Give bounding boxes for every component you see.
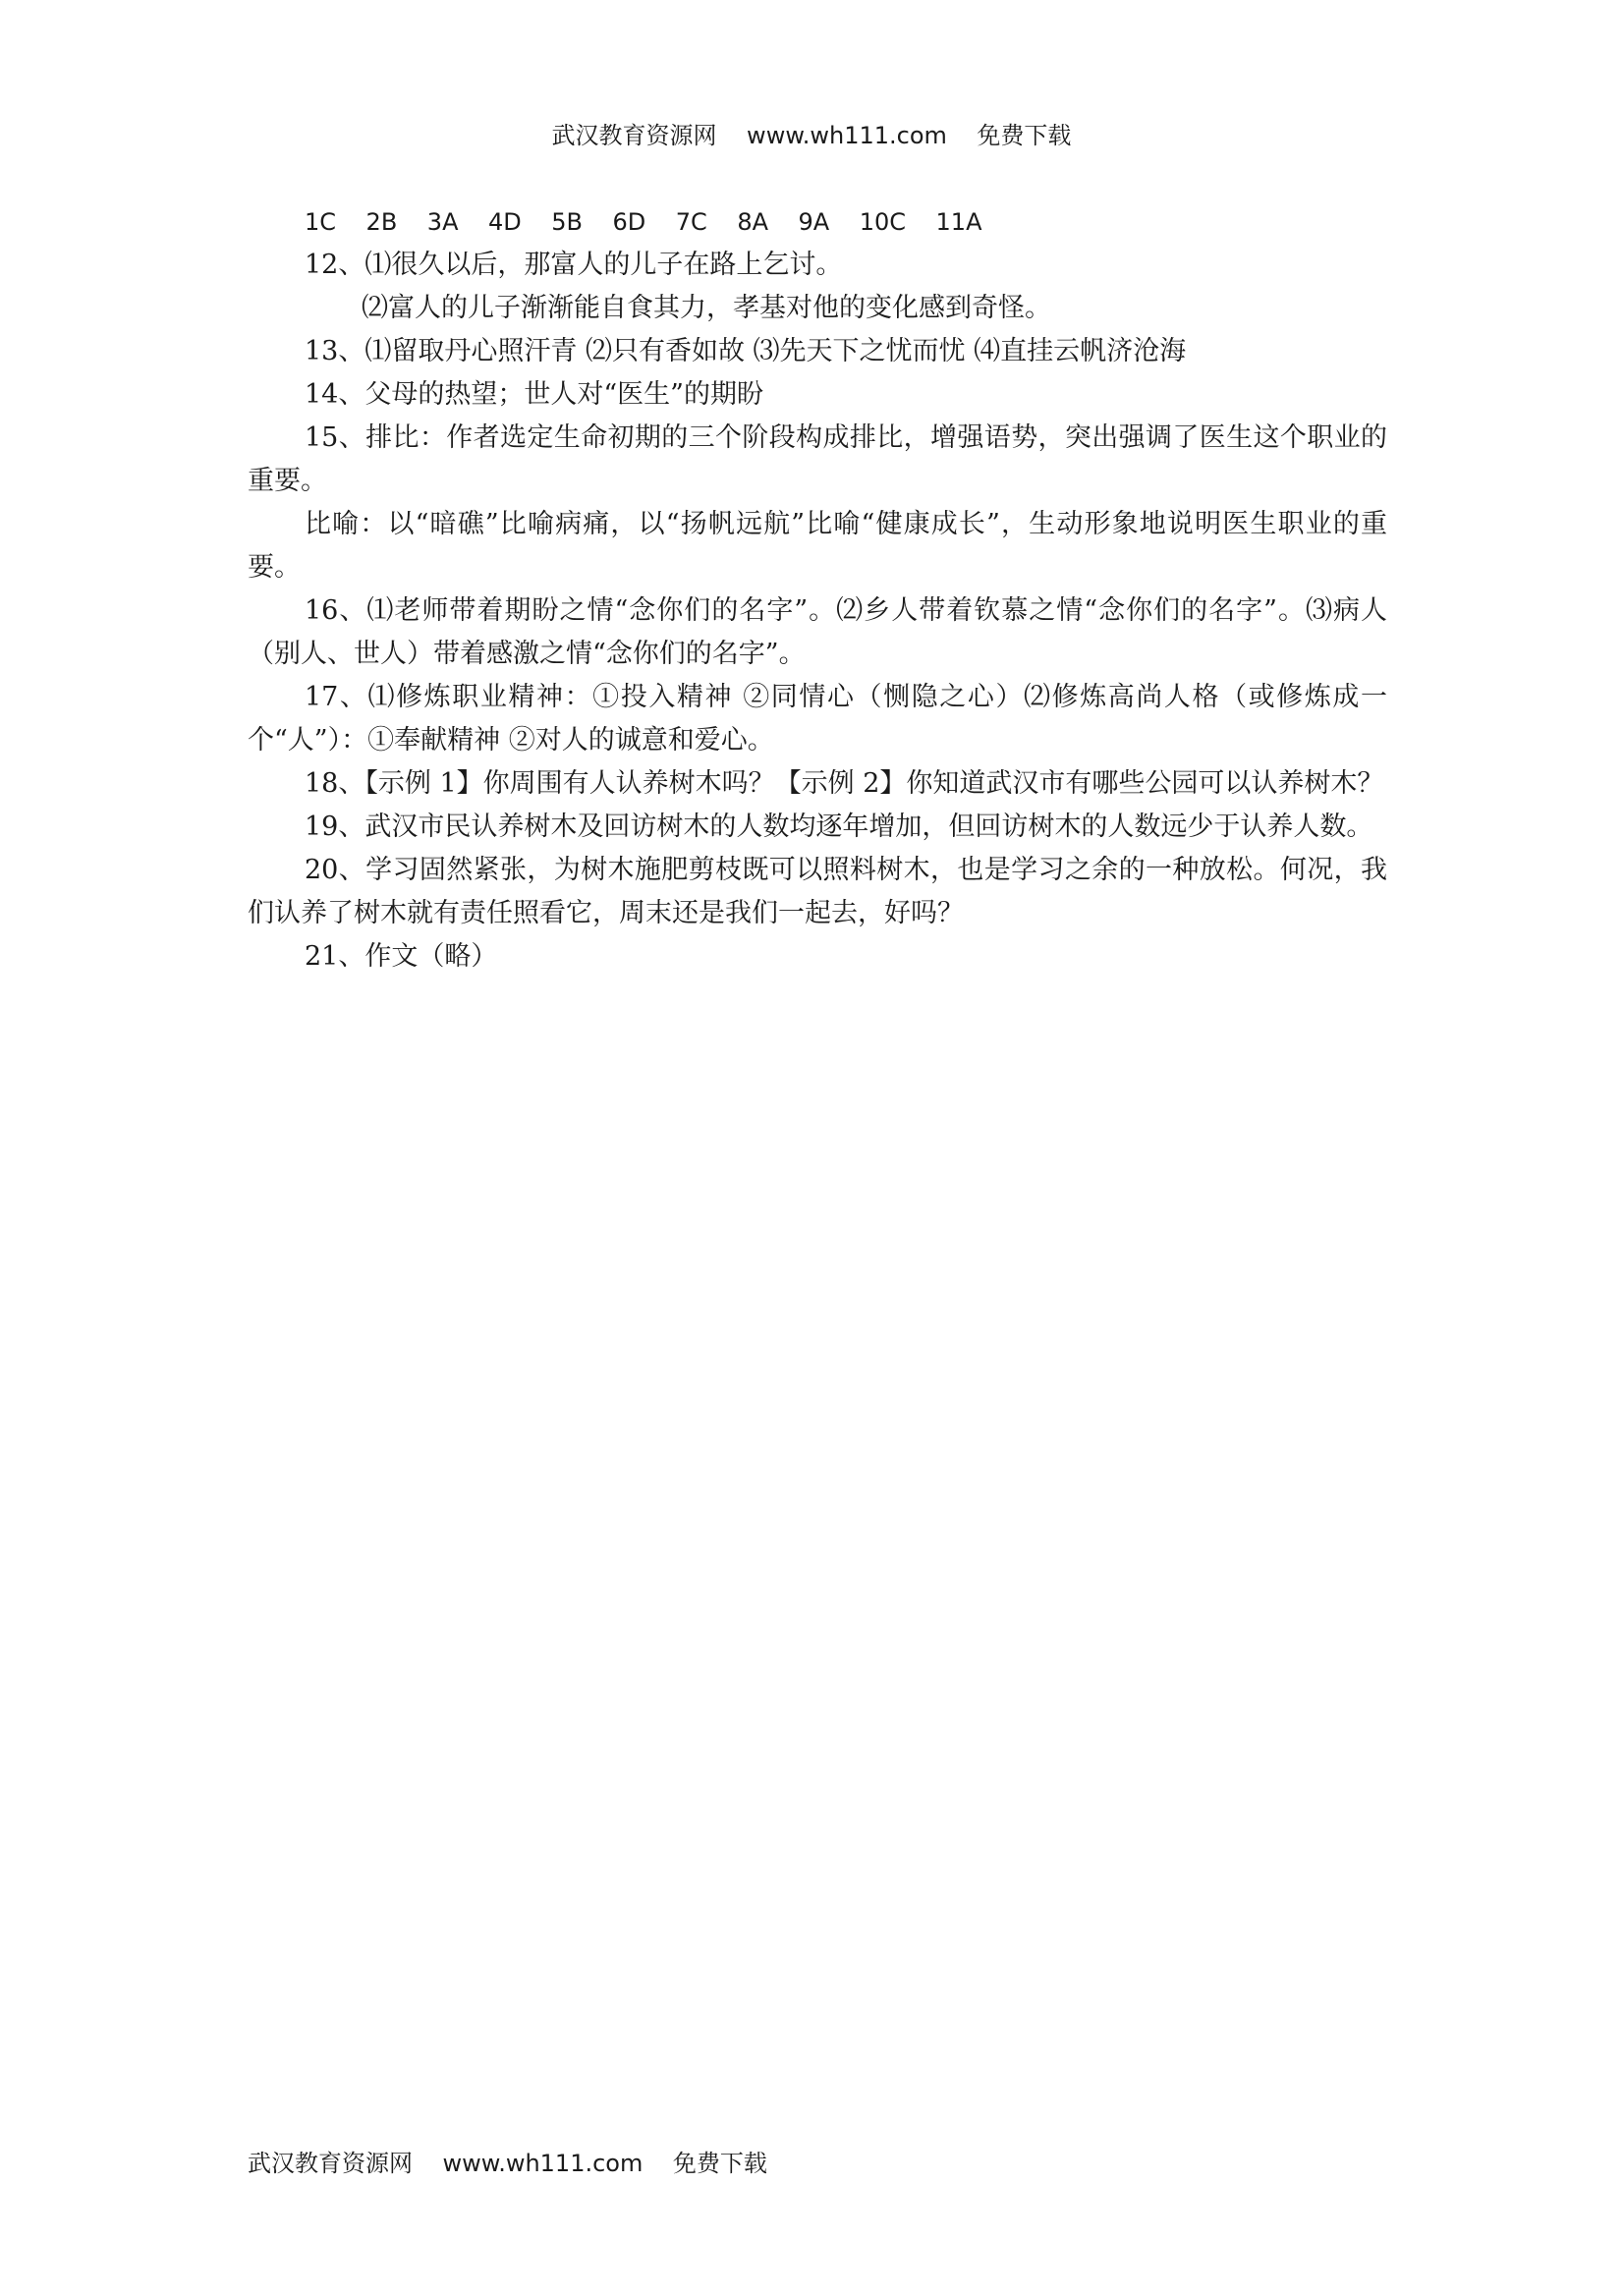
answer-21: 21、作文（略） bbox=[305, 941, 498, 972]
answer-20: 20、学习固然紧张，为树木施肥剪枝既可以照料树木，也是学习之余的一种放松。何况，我们认养了树木就有责任照看它，周末还是我们一起去，好吗？ bbox=[248, 855, 1387, 928]
page-footer: 武汉教育资源网 www.wh111.com 免费下载 bbox=[248, 2150, 767, 2177]
multiple-choice-answers: 1C 2B 3A 4D 5B 6D 7C 8A 9A 10C 11A bbox=[305, 208, 982, 236]
answer-15-part1: 15、排比：作者选定生命初期的三个阶段构成排比，增强语势，突出强调了医生这个职业的重要。 bbox=[248, 422, 1387, 496]
answer-19: 19、武汉市民认养树木及回访树木的人数均逐年增加，但回访树木的人数远少于认养人数。 bbox=[305, 812, 1373, 842]
page-header: 武汉教育资源网 www.wh111.com 免费下载 bbox=[551, 122, 1072, 149]
answer-key bbox=[248, 200, 1387, 979]
answer-16: 16、⑴老师带着期盼之情“念你们的名字”。⑵乡人带着钦慕之情“念你们的名字”。⑶病人（别人、世人）带着感激之情“念你们的名字”。 bbox=[248, 595, 1387, 669]
answer-18: 18、【示例 1】你周围有人认养树木吗？【示例 2】你知道武汉市有哪些公园可以认养树木？ bbox=[305, 768, 1384, 799]
answer-13: 13、⑴留取丹心照汗青 ⑵只有香如故 ⑶先天下之忧而忧 ⑷直挂云帆济沧海 bbox=[305, 336, 1187, 366]
answer-15-part2: 比喻：以“暗礁”比喻病痛，以“扬帆远航”比喻“健康成长”，生动形象地说明医生职业的重要。 bbox=[248, 509, 1387, 583]
answer-17: 17、⑴修炼职业精神：①投入精神 ②同情心（恻隐之心）⑵修炼高尚人格（或修炼成一个“人”）：①奉献精神 ②对人的诚意和爱心。 bbox=[248, 682, 1387, 756]
answer-14: 14、父母的热望；世人对“医生”的期盼 bbox=[305, 379, 763, 410]
answer-12-part1: 12、⑴很久以后，那富人的儿子在路上乞讨。 bbox=[305, 250, 843, 280]
answer-12-part2: ⑵富人的儿子渐渐能自食其力，孝基对他的变化感到奇怪。 bbox=[362, 293, 1051, 323]
